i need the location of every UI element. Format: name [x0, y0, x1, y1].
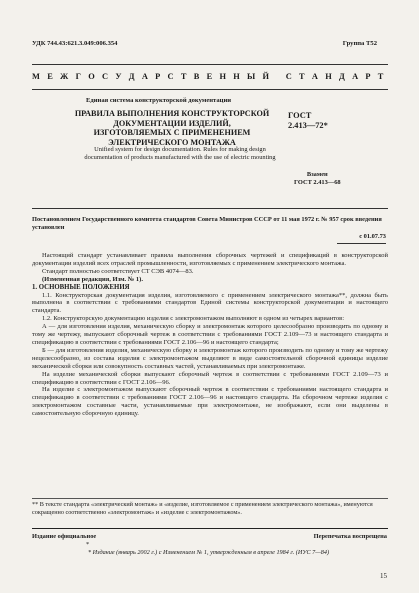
- banner-letter: У: [115, 72, 127, 81]
- gost-label: ГОСТ: [288, 111, 312, 120]
- banner-letter: Е: [47, 72, 58, 81]
- intro-paragraph: Настоящий стандарт устанавливает правила выполнения сборочных чертежей и спецификаций в конструкторской документации изделий всех отраслей промышленности, изготовляемых с применением электрического монтажа.: [32, 252, 388, 267]
- replaces-value: ГОСТ 2.413—68: [294, 179, 341, 186]
- banner-letter: Н: [233, 72, 245, 81]
- top-rule: [32, 64, 388, 65]
- page-number: 15: [380, 572, 387, 580]
- edition-note: * Издание (январь 2002 г.) с Изменением № 1, утвержденным в апреле 1984 г. (ИУС 7—84): [88, 549, 330, 556]
- effective-date: с 01.07.73: [359, 233, 386, 240]
- effective-date-underline: [337, 243, 386, 244]
- banner-rule: [32, 89, 388, 90]
- replaces-label: Взамен: [306, 171, 328, 178]
- paragraph: На изделие механической сборки выпускают сборочный чертеж в соответствии с требованиями ГОСТ 2.109—73 и спецификацию в соответствии с ГОСТ 2.106—96.: [32, 370, 388, 386]
- footer-star: *: [86, 541, 90, 548]
- footnote: ** В тексте стандарта «электрический монтаж» и «изделие, изготовляемое с применением электрического монтажа», именуются сокращенно соответственно «электромонтаж» и «изделие с электромонтажом».: [32, 501, 373, 516]
- section-heading: 1. ОСНОВНЫЕ ПОЛОЖЕНИЯ: [32, 283, 130, 291]
- banner-letter: В: [193, 72, 204, 81]
- banner-letter: Г: [75, 72, 86, 81]
- banner-letter: Й: [262, 72, 274, 81]
- banner-letter: А: [352, 72, 363, 81]
- paragraph: На изделие с электромонтажом выпускают сборочный чертеж в соответствии с требованиями настоящего стандарта и спецификацию в соответствии с требованиями ГОСТ 2.106—96 и настоящего стандарта. На сборочном чертеже изделия с электромонтажом составные части, устанавливаемые при электромонтаже, не изображают, если они выделены в самостоятельную сборочную единицу.: [32, 386, 388, 418]
- document-title: ПРАВИЛА ВЫПОЛНЕНИЯ КОНСТРУКТОРСКОЙ ДОКУМЕНТАЦИИ ИЗДЕЛИЙ, ИЗГОТОВЛЯЕМЫХ С ПРИМЕНЕНИЕМ ЭЛЕКТРИЧЕСКОГО МОНТАЖА: [74, 109, 270, 147]
- footer-rule: [32, 528, 388, 529]
- amendment-note: (Измененная редакция, Изм. № 1).: [42, 275, 143, 283]
- banner-letter: А: [311, 72, 323, 81]
- banner-letter: А: [141, 72, 153, 81]
- udk-code: УДК 744.43:621.3.049:006.354: [32, 40, 118, 47]
- banner-letter: С: [102, 72, 113, 81]
- banner-letter: Т: [180, 72, 192, 81]
- banner-letter: С: [285, 72, 297, 81]
- standard-banner: [32, 72, 388, 81]
- paragraph: 1.2. Конструкторскую документацию изделия с электромонтажом выполняют в одном из четырех вариантов:: [42, 315, 345, 323]
- banner-letter: Р: [365, 72, 376, 81]
- paragraph: А — для изготовления изделия, механическую сборку и электромонтаж которого целесообразно производить по одному и тому же чертежу, выпускают сборочный чертеж в соответствии с требованиями ГОСТ 2.109—73 и настоящего стандарта и спецификацию в соответствии с требованиями ГОСТ 2.106—96 и настоящего стандарта;: [32, 323, 388, 346]
- paragraph: Б — для изготовления изделия, механическую сборку и электромонтаж которого производить по одному и тому же чертежу нецелесообразно, из состава изделия с электромонтажом выделяют в виде самостоятельной сборочной единицы изделие механической сборки или совокупность составных частей, устанавливаемых при электромонтаже.: [32, 346, 388, 370]
- gost-number: [288, 111, 328, 131]
- banner-letter: М: [32, 72, 45, 81]
- decree-text: Постановлением Государственного комитета стандартов Совета Министров СССР от 11 мая 1972 г. № 957 срок введения установлен: [32, 216, 382, 231]
- banner-letter: С: [167, 72, 179, 81]
- banner-letter: Н: [219, 72, 231, 81]
- banner-letter: Т: [377, 72, 388, 81]
- group-code: Группа Т52: [342, 40, 377, 47]
- intro-paragraph: Стандарт полностью соответствует СТ СЭВ 4074—83.: [42, 267, 194, 275]
- gost-code: 2.413—72*: [288, 121, 328, 130]
- replaces-block: [294, 171, 341, 187]
- banner-letter: Д: [128, 72, 140, 81]
- banner-letter: Ж: [60, 72, 73, 81]
- footnote-rule: [32, 498, 388, 499]
- system-name: Единая система конструкторской документации: [86, 97, 232, 104]
- official-edition: Издание официальное: [32, 533, 97, 540]
- banner-letter: О: [88, 72, 100, 81]
- english-title: Unified system for design documentation. Rules for making design documentation of products manufactured with the use of electric mounting: [84, 146, 276, 161]
- body-text: [32, 252, 388, 418]
- reprint-notice: Перепечатка воспрещена: [313, 533, 387, 540]
- banner-letter: Д: [339, 72, 350, 81]
- banner-letter: Н: [325, 72, 337, 81]
- banner-letter: [276, 72, 283, 81]
- banner-letter: Ы: [247, 72, 260, 81]
- paragraph: 1.1. Конструкторская документация изделия, изготовляемого с применением электрического монтажа**, должна быть выполнена в соответствии с требованиями стандартов Единой системы конструкторской документации и настоящего стандарта.: [32, 291, 388, 315]
- banner-letter: Е: [206, 72, 217, 81]
- banner-letter: Р: [155, 72, 165, 81]
- decree-rule: [32, 208, 388, 209]
- banner-letter: Т: [299, 72, 310, 81]
